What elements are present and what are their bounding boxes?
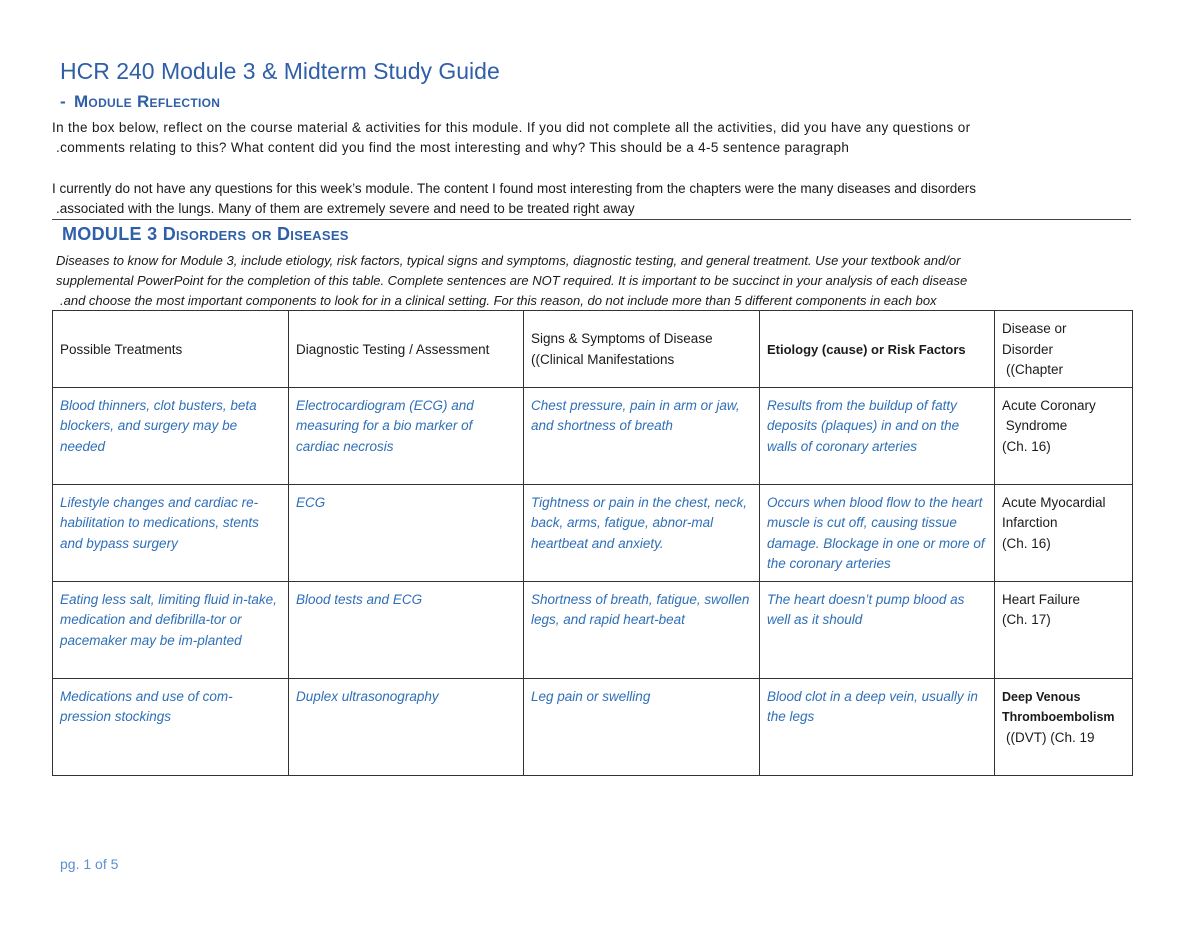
reflection-prompt-line-2: .comments relating to this? What content did you find the most interesting and why? This should be a 4-5 sentence paragraph [56, 140, 850, 155]
page-title: HCR 240 Module 3 & Midterm Study Guide [60, 58, 500, 84]
disease-name-line-1: Deep Venous [1002, 689, 1081, 704]
signs-cell: Chest pressure, pain in arm or jaw, and shortness of breath [524, 387, 760, 484]
disease-table [52, 310, 1133, 776]
header-etiology: Etiology (cause) or Risk Factors [760, 311, 995, 388]
etiology-cell: Occurs when blood flow to the heart muscle is cut off, causing tissue damage. Blockage in one or more of the coronary arteries [760, 484, 995, 581]
signs-cell: Tightness or pain in the chest, neck, back, arms, fatigue, abnor-mal heartbeat and anxiety. [524, 484, 760, 581]
table-row [53, 484, 1133, 581]
diagnostic-cell: Duplex ultrasonography [289, 678, 524, 775]
section-divider [52, 219, 1131, 220]
header-signs-line-1: Signs & Symptoms of Disease [531, 331, 713, 347]
disease-name-line-2: Thromboembolism [1002, 710, 1115, 724]
disease-cell [995, 387, 1133, 484]
header-signs-line-2: ((Clinical Manifestations [531, 351, 675, 367]
disease-name-line-1: Heart Failure [1002, 591, 1081, 607]
disease-cell [995, 678, 1133, 775]
heading-dash: - [60, 92, 66, 111]
reflection-prompt-line-1: In the box below, reflect on the course material & activities for this module. If you did not complete all the activities, did you have any questions or [52, 120, 971, 135]
header-diagnostic-testing: Diagnostic Testing / Assessment [289, 311, 524, 388]
module-reflection-label: Module Reflection [73, 92, 221, 111]
table-row [53, 678, 1133, 775]
etiology-cell: The heart doesn’t pump blood as well as it should [760, 581, 995, 678]
disease-name-line-1: Acute Myocardial [1002, 494, 1106, 510]
instructions-line-3: .and choose the most important components to look for in a clinical setting. For this reason, do not include more than 5 different components in each box [60, 293, 937, 308]
instructions-line-2: supplemental PowerPoint for the completion of this table. Complete sentences are NOT required. It is important to be succinct in your analysis of each disease [56, 273, 968, 288]
header-disease-disorder [995, 311, 1133, 388]
treatments-cell: Medications and use of com-pression stockings [53, 678, 289, 775]
table-row [53, 387, 1133, 484]
signs-cell: Shortness of breath, fatigue, swollen legs, and rapid heart-beat [524, 581, 760, 678]
table-header-row [53, 311, 1133, 388]
disease-name-line-1: Acute Coronary [1002, 397, 1096, 413]
treatments-cell: Blood thinners, clot busters, beta blockers, and surgery may be needed [53, 387, 289, 484]
header-disease-line-1: Disease or [1002, 321, 1067, 336]
diagnostic-cell: Blood tests and ECG [289, 581, 524, 678]
disease-cell [995, 581, 1133, 678]
disorders-heading: MODULE 3 Disorders or Diseases [62, 224, 349, 244]
header-signs-symptoms [524, 311, 760, 388]
disease-chapter: (Ch. 16) [1002, 535, 1051, 551]
header-possible-treatments: Possible Treatments [53, 311, 289, 388]
header-disease-line-2: Disorder [1002, 341, 1054, 357]
diagnostic-cell: ECG [289, 484, 524, 581]
reflection-answer-line-1: I currently do not have any questions for this week’s module. The content I found most interesting from the chapters were the many diseases and disorders [52, 181, 976, 196]
header-disease-line-3: ((Chapter [1006, 362, 1064, 377]
disease-name-line-2: Syndrome [1002, 418, 1068, 433]
disease-chapter: ((DVT) (Ch. 19 [1006, 729, 1095, 745]
disease-name-line-2: Infarction [1002, 515, 1058, 530]
signs-cell: Leg pain or swelling [524, 678, 760, 775]
disease-chapter: (Ch. 17) [1002, 612, 1051, 627]
page-number: pg. 1 of 5 [60, 856, 119, 872]
etiology-cell: Results from the buildup of fatty deposits (plaques) in and on the walls of coronary arteries [760, 387, 995, 484]
instructions-line-1: Diseases to know for Module 3, include etiology, risk factors, typical signs and symptoms, diagnostic testing, and general treatment. Use your textbook and/or [56, 253, 961, 268]
module-reflection-heading [60, 92, 220, 112]
diagnostic-cell: Electrocardiogram (ECG) and measuring for a bio marker of cardiac necrosis [289, 387, 524, 484]
table-row [53, 581, 1133, 678]
treatments-cell: Lifestyle changes and cardiac re-habilitation to medications, stents and bypass surgery [53, 484, 289, 581]
etiology-cell: Blood clot in a deep vein, usually in the legs [760, 678, 995, 775]
treatments-cell: Eating less salt, limiting fluid in-take, medication and defibrilla-tor or pacemaker may be im-planted [53, 581, 289, 678]
disease-chapter: (Ch. 16) [1002, 438, 1051, 454]
reflection-answer-line-2: .associated with the lungs. Many of them are extremely severe and need to be treated right away [56, 201, 635, 216]
disease-cell [995, 484, 1133, 581]
